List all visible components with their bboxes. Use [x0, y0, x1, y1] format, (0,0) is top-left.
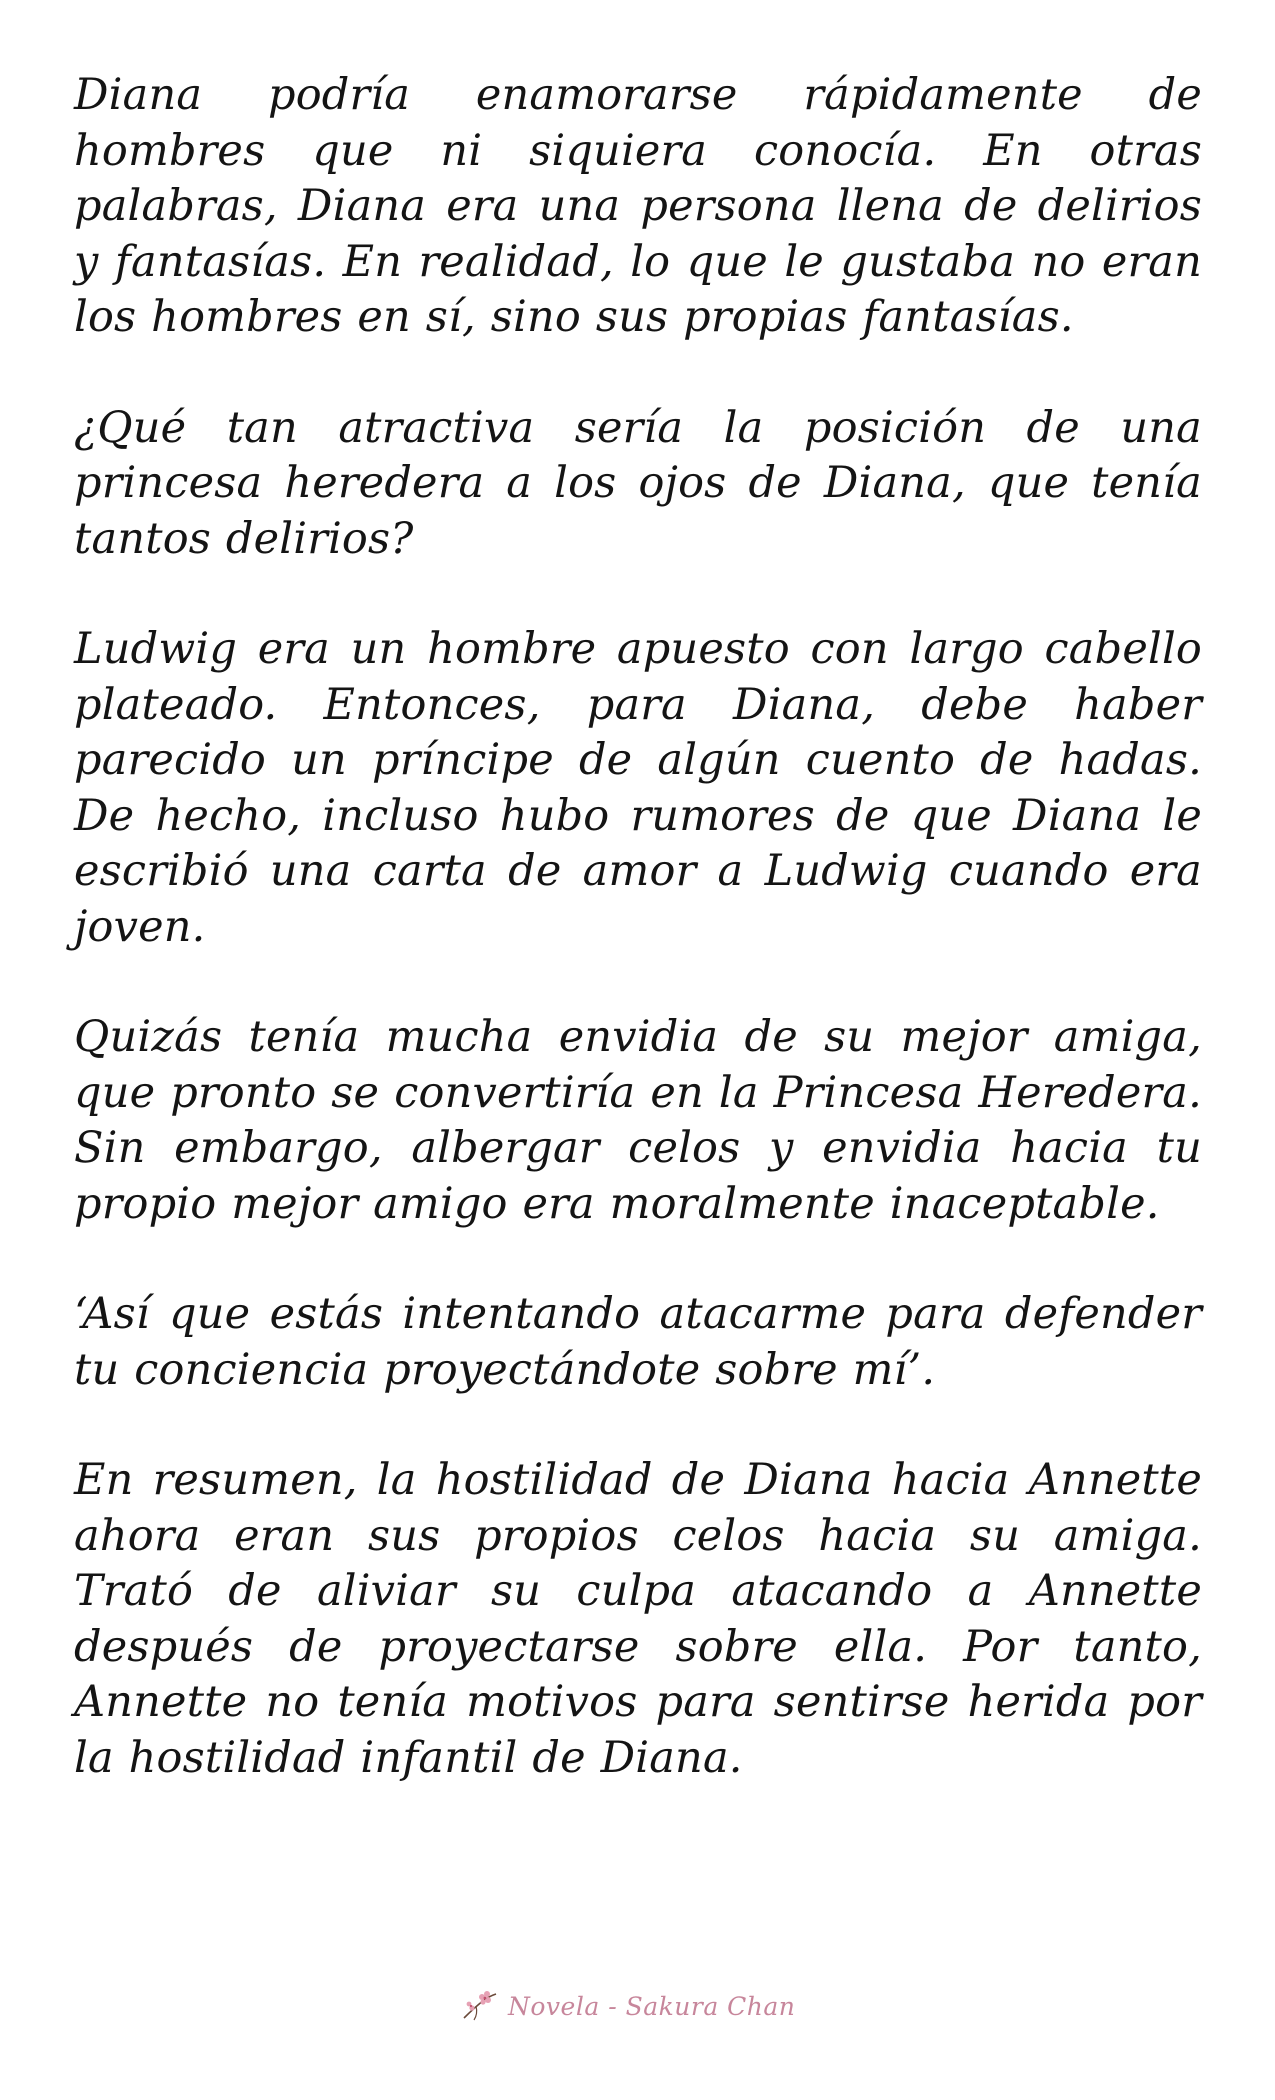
watermark	[460, 1988, 795, 2024]
paragraph-1: Diana podría enamorarse rápidamente de hombres que ni siquiera conocía. En otras palabras, Diana era una persona llena de delirios y fantasías. En realidad, lo que le gustaba no eran los hombres en sí, sino sus propias fantasías.	[74, 70, 1202, 342]
document-body	[74, 68, 1202, 1841]
cherry-blossom-icon	[460, 1988, 500, 2024]
paragraph-5: ‘Así que estás intentando atacarme para defender tu conciencia proyectándote sobre mí’.	[74, 1289, 1202, 1395]
paragraph-6: En resumen, la hostilidad de Diana hacia Annette ahora eran sus propios celos hacia su amiga. Trató de aliviar su culpa atacando a Annette después de proyectarse sobre ella. Por tanto, Annette no tenía motivos para sentirse herida por la hostilidad infantil de Diana.	[74, 1455, 1202, 1783]
watermark-text: Novela - Sakura Chan	[508, 1991, 796, 2021]
paragraph-3: Ludwig era un hombre apuesto con largo cabello plateado. Entonces, para Diana, debe haber parecido un príncipe de algún cuento de hadas. De hecho, incluso hubo rumores de que Diana le escribió una carta de amor a Ludwig cuando era joven.	[74, 624, 1202, 952]
paragraph-2: ¿Qué tan atractiva sería la posición de una princesa heredera a los ojos de Diana, que tenía tantos delirios?	[74, 402, 1202, 564]
paragraph-4: Quizás tenía mucha envidia de su mejor amiga, que pronto se convertiría en la Princesa Heredera. Sin embargo, albergar celos y envidia hacia tu propio mejor amigo era moralmente inaceptable.	[74, 1012, 1202, 1229]
